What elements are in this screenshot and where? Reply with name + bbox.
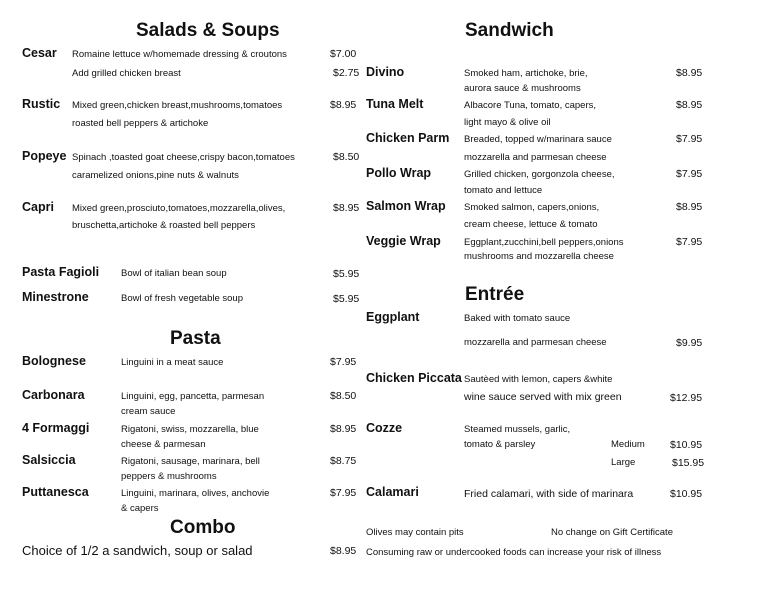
menu-item-desc: Add grilled chicken breast [72,68,181,79]
gift-note: No change on Gift Certificate [551,527,673,538]
salads-title: Salads & Soups [136,20,280,41]
menu-item-desc: peppers & mushrooms [121,471,217,482]
menu-item-name: Veggie Wrap [366,234,441,248]
menu-item-price: $7.95 [330,487,357,499]
menu-item-desc: mushrooms and mozzarella cheese [464,251,614,262]
menu-item-price: $7.95 [676,168,703,180]
menu-item-desc: & capers [121,503,159,514]
menu-item-price: $7.95 [330,356,357,368]
menu-item-desc: Linguini in a meat sauce [121,357,224,368]
menu-item-price: $7.95 [676,236,703,248]
menu-item-price: $8.50 [330,390,357,402]
menu-item-desc: Rigatoni, sausage, marinara, bell [121,456,260,467]
menu-item-price: $8.50 [333,151,360,163]
menu-item-desc: Bowl of fresh vegetable soup [121,293,243,304]
menu-item-name: Capri [22,200,54,214]
menu-item-price: $2.75 [333,67,360,79]
olives-note: Olives may contain pits [366,527,464,538]
menu-item-name: 4 Formaggi [22,421,90,435]
menu-item-name: Salsiccia [22,453,76,467]
menu-item-desc: Eggplant,zucchini,bell peppers,onions [464,237,624,248]
menu-item-desc: mozzarella and parmesan cheese [464,337,607,348]
menu-item-name: Rustic [22,97,61,111]
menu-item-name: Pasta Fagioli [22,265,100,279]
menu-item-desc: Grilled chicken, gorgonzola cheese, [464,169,615,180]
menu-item-desc: light mayo & olive oil [464,117,551,128]
menu-item-desc: Romaine lettuce w/homemade dressing & croutons [72,49,287,60]
menu-item-price: $12.95 [670,392,703,404]
menu-item-desc: Smoked ham, artichoke, brie, [464,68,588,79]
combo-price: $8.95 [330,545,357,557]
menu-item-price: $5.95 [333,268,360,280]
menu-item-name: Chicken Parm [366,131,450,145]
menu-item-desc: Sautèed with lemon, capers &white [464,374,613,385]
menu-item-name: Divino [366,65,405,79]
menu-item-name: Eggplant [366,310,420,324]
menu-item-desc: Breaded, topped w/marinara sauce [464,134,612,145]
menu-item-desc: caramelized onions,pine nuts & walnuts [72,170,239,181]
menu-item-name: Puttanesca [22,485,89,499]
size-label: Medium [611,439,645,450]
menu-item-price: $10.95 [670,488,703,500]
menu-item-desc: tomato and lettuce [464,185,543,196]
menu-item-desc: Steamed mussels, garlic, [464,424,571,435]
menu-item-price: $8.95 [330,99,357,111]
menu-item-desc: Bowl of italian bean soup [121,268,227,279]
menu-item-price: $9.95 [676,337,703,349]
menu-item-price: $8.75 [330,455,357,467]
menu-item-name: Pollo Wrap [366,166,432,180]
menu-item-name: Tuna Melt [366,97,424,111]
menu-item-price: $8.95 [330,423,357,435]
menu-item-name: Bolognese [22,354,86,368]
menu-item-name: Cozze [366,421,403,435]
menu-item-desc: cream cheese, lettuce & tomato [464,219,598,230]
sandwich-title: Sandwich [465,20,554,41]
menu-item-desc: Fried calamari, with side of marinara [464,488,634,500]
combo-text: Choice of 1/2 a sandwich, soup or salad [22,543,253,558]
menu-item-desc: Linguini, marinara, olives, anchovie [121,488,270,499]
menu-item-price: $10.95 [670,439,703,451]
menu-item-name: Chicken Piccata [366,371,462,385]
raw-food-warning: Consuming raw or undercooked foods can increase your risk of illness [366,547,662,558]
menu-item-desc: Albacore Tuna, tomato, capers, [464,100,597,111]
entree-title: Entrée [465,284,525,305]
combo-title: Combo [170,517,236,538]
menu-item-desc: Spinach ,toasted goat cheese,crispy bacon,tomatoes [72,152,295,163]
menu-item-desc: Rigatoni, swiss, mozzarella, blue [121,424,259,435]
menu-item-desc: Mixed green,prosciuto,tomatoes,mozzarella,olives, [72,203,286,214]
menu-item-desc: Linguini, egg, pancetta, parmesan [121,391,265,402]
menu-item-desc: roasted bell peppers & artichoke [72,118,209,129]
menu-item-desc: tomato & parsley [464,439,536,450]
menu-item-price: $15.95 [672,457,705,469]
pasta-title: Pasta [170,328,221,349]
menu-item-price: $8.95 [676,99,703,111]
menu-item-name: Minestrone [22,290,89,304]
menu-item-name: Carbonara [22,388,85,402]
menu-item-desc: wine sauce served with mix green [464,391,622,403]
menu-item-name: Cesar [22,46,57,60]
menu-item-desc: bruschetta,artichoke & roasted bell peppers [72,220,256,231]
menu-item-desc: cream sauce [121,406,176,417]
menu-item-price: $8.95 [333,202,360,214]
menu-item-desc: Baked with tomato sauce [464,313,571,324]
menu-item-price: $7.00 [330,48,357,60]
menu-item-desc: Mixed green,chicken breast,mushrooms,tomatoes [72,100,283,111]
menu-item-desc: cheese & parmesan [121,439,206,450]
menu-item-name: Salmon Wrap [366,199,446,213]
menu-item-price: $5.95 [333,293,360,305]
menu-item-name: Calamari [366,485,419,499]
menu-item-name: Popeye [22,149,67,163]
menu-item-price: $7.95 [676,133,703,145]
menu-item-desc: aurora sauce & mushrooms [464,83,581,94]
menu-item-price: $8.95 [676,201,703,213]
menu-item-desc: mozzarella and parmesan cheese [464,152,607,163]
size-label: Large [611,457,636,468]
menu-item-price: $8.95 [676,67,703,79]
menu-item-desc: Smoked salmon, capers,onions, [464,202,600,213]
